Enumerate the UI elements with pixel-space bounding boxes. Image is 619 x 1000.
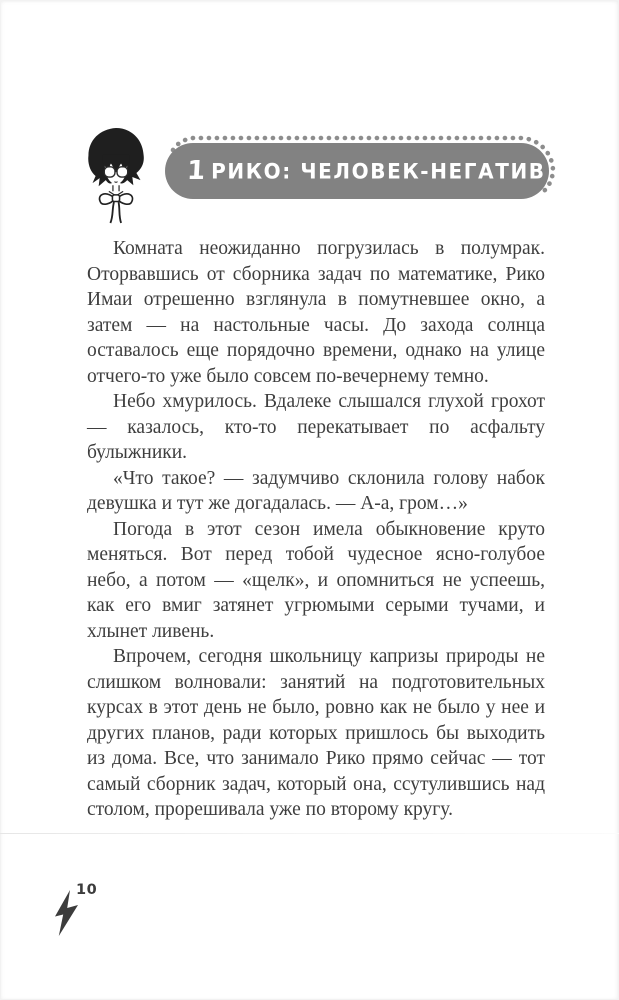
- paragraph-4: Погода в этот сезон имела обыкновение круто меняться. Вот перед тобой чудесное ясно-голубое небо, а потом — «щелк», и опомниться не успеешь, как его вмиг затянет угрюмыми серыми тучами, и хлынет ливень.: [87, 518, 545, 642]
- chapter-title: РИКО: ЧЕЛОВЕК-НЕГАТИВ: [211, 158, 546, 184]
- scan-artifact-line: [0, 833, 619, 834]
- chapter-badge: [161, 131, 561, 205]
- chapter-pill: [165, 143, 549, 199]
- lightning-bolt-icon: [55, 890, 78, 936]
- paragraph-5: Впрочем, сегодня школьницу капризы природы не слишком волновали: занятий на подготовительных курсах в этот день не было, ровно как не было у нее и других планов, ради которых пришлось бы выходить из дома. Все, что занимало Рико прямо сейчас — тот самый сборник задач, который она, ссутулившись над столом, прорешивала уже по второму кругу.: [87, 646, 545, 820]
- girl-sketch-icon: [82, 126, 150, 224]
- character-illustration: [82, 126, 150, 224]
- paragraph-3: «Что такое? — задумчиво склонила голову набок девушка и тут же догадалась. — А-а, гром…»: [87, 467, 545, 514]
- paragraph-2: Небо хмурилось. Вдалеке слышался глухой грохот — казалось, кто-то перекатывает по асфальту булыжники.: [87, 391, 545, 463]
- body-text: [87, 236, 545, 823]
- page-number: 10: [76, 882, 98, 898]
- page-marker: [55, 882, 105, 936]
- paragraph-1: Комната неожиданно погрузилась в полумрак. Оторвавшись от сборника задач по математике, Рико Имаи отрешенно взглянула в помутневшее окно, а затем — на настольные часы. До захода солнца оставалось еще порядочно времени, однако на улице отчего-то уже было совсем по-вечернему темно.: [87, 238, 545, 387]
- chapter-number: 1: [186, 156, 206, 186]
